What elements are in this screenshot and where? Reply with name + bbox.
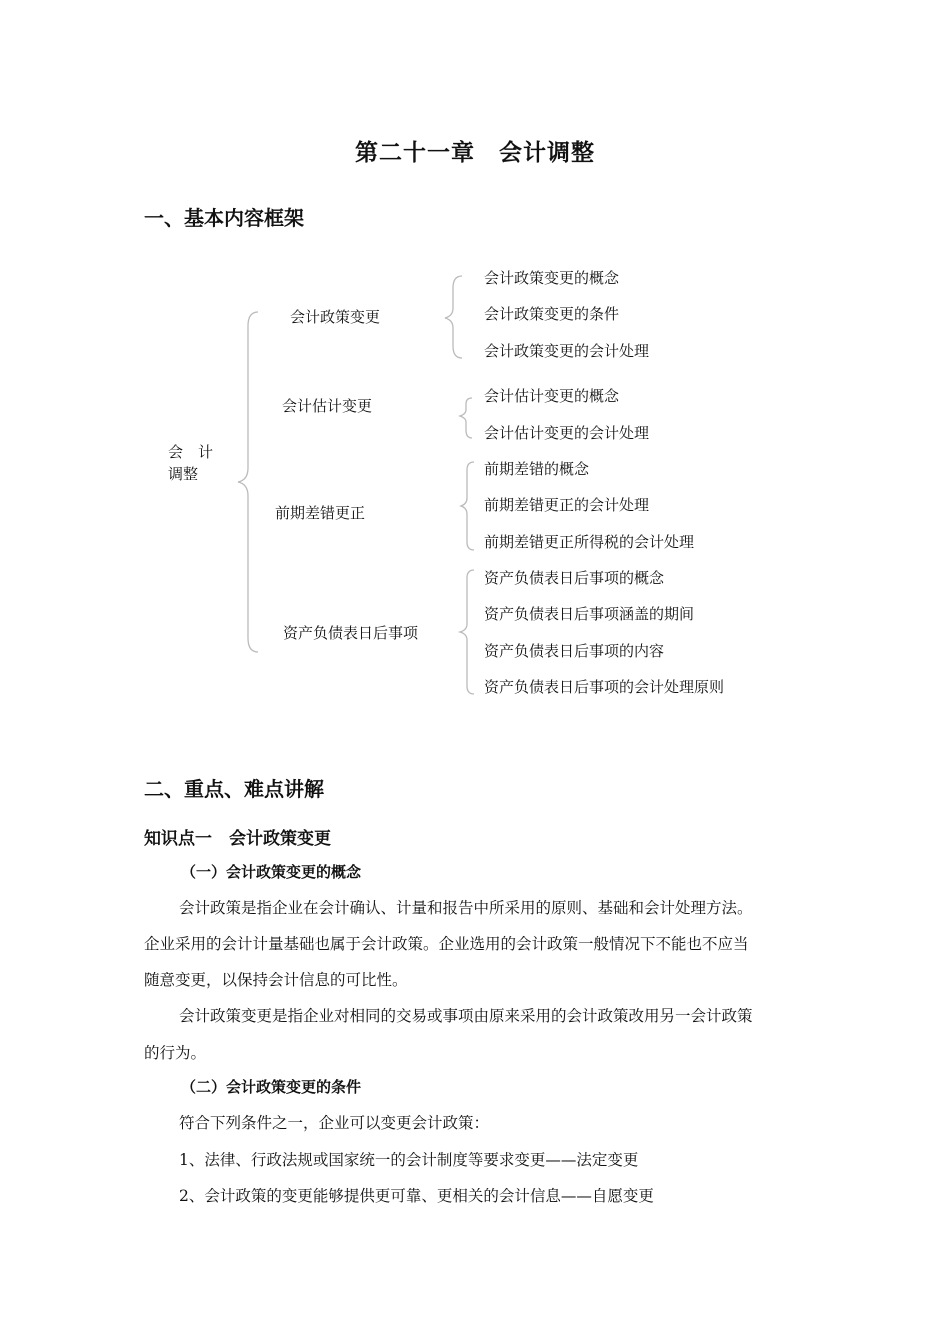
brace-policy-change: [445, 276, 462, 358]
leaf-item: 前期差错更正的会计处理: [484, 496, 650, 514]
branch-label: 会计估计变更: [282, 397, 373, 415]
paragraph-line: 随意变更，以保持会计信息的可比性。: [144, 971, 408, 989]
leaf-item: 资产负债表日后事项涵盖的期间: [484, 605, 695, 623]
section-heading-framework: 一、基本内容框架: [144, 206, 304, 230]
paragraph-line: 会计政策是指企业在会计确认、计量和报告中所采用的原则、基础和会计处理方法。: [179, 899, 753, 917]
chapter-title: 第二十一章 会计调整: [355, 140, 595, 166]
leaf-item: 资产负债表日后事项的概念: [484, 569, 665, 587]
brace-post-balance-events: [460, 570, 474, 694]
paragraph-line: 企业采用的会计计量基础也属于会计政策。企业选用的会计政策一般情况下不能也不应当: [144, 935, 749, 953]
list-item: 2、会计政策的变更能够提供更可靠、更相关的会计信息——自愿变更: [179, 1187, 654, 1205]
leaf-item: 前期差错的概念: [484, 460, 590, 478]
branch-label: 资产负债表日后事项: [283, 624, 419, 642]
leaf-item: 会计政策变更的条件: [484, 305, 620, 323]
brace-estimate-change: [460, 398, 472, 438]
branch-label: 会计政策变更: [290, 308, 381, 326]
leaf-item: 资产负债表日后事项的会计处理原则: [484, 678, 725, 696]
knowledge-point-heading: 知识点一 会计政策变更: [144, 829, 331, 849]
paragraph-line: 的行为。: [144, 1044, 207, 1062]
root-label-line1: 会 计: [168, 443, 214, 461]
root-label-line2: 调整: [168, 465, 199, 483]
leaf-item: 会计估计变更的概念: [484, 387, 620, 405]
subsection-heading: （一）会计政策变更的概念: [181, 863, 362, 881]
brace-error-correction: [461, 462, 474, 550]
section-heading-key-points: 二、重点、难点讲解: [144, 777, 324, 801]
leaf-item: 会计政策变更的概念: [484, 269, 620, 287]
leaf-item: 前期差错更正所得税的会计处理: [484, 533, 695, 551]
subsection-heading: （二）会计政策变更的条件: [181, 1078, 362, 1096]
branch-label: 前期差错更正: [275, 504, 366, 522]
paragraph-line: 会计政策变更是指企业对相同的交易或事项由原来采用的会计政策改用另一会计政策: [179, 1007, 753, 1025]
leaf-item: 会计估计变更的会计处理: [484, 424, 650, 442]
list-item: 1、法律、行政法规或国家统一的会计制度等要求变更——法定变更: [179, 1151, 639, 1169]
root-brace: [238, 312, 258, 652]
leaf-item: 资产负债表日后事项的内容: [484, 642, 665, 660]
leaf-item: 会计政策变更的会计处理: [484, 342, 650, 360]
paragraph-line: 符合下列条件之一，企业可以变更会计政策：: [179, 1114, 490, 1132]
